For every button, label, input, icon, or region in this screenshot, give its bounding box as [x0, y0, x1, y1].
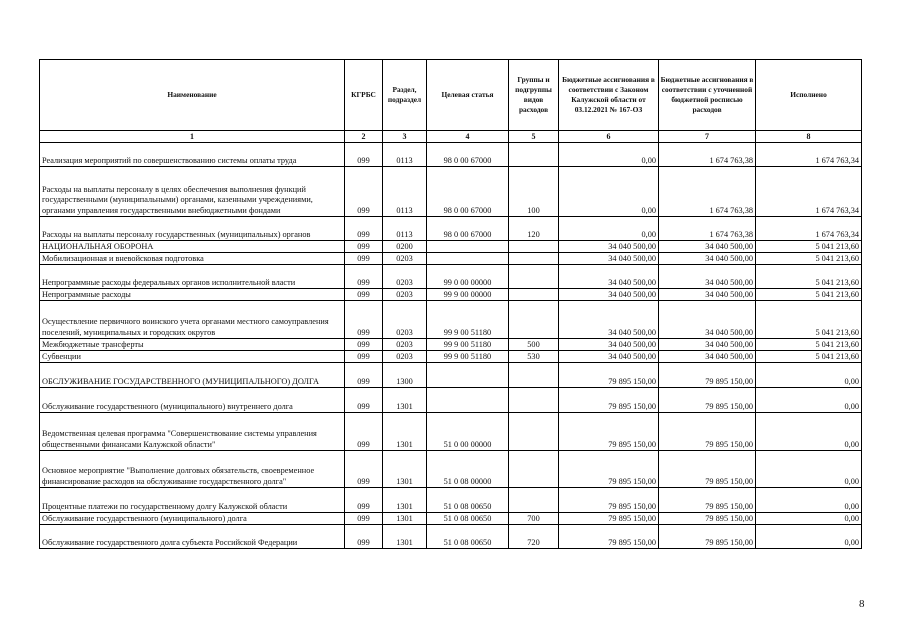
col-number: 4 — [427, 131, 509, 143]
cell-group — [509, 413, 559, 451]
cell-group: 500 — [509, 339, 559, 351]
cell-group — [509, 265, 559, 289]
cell-assign-updated: 79 895 150,00 — [659, 513, 756, 525]
header-kgrbs: КГРБС — [345, 60, 383, 131]
cell-group — [509, 253, 559, 265]
cell-executed: 0,00 — [756, 513, 862, 525]
cell-kgrbs: 099 — [345, 301, 383, 339]
table-row — [40, 167, 862, 217]
cell-name: Непрограммные расходы — [40, 289, 345, 301]
cell-razdel: 1301 — [383, 413, 427, 451]
cell-target: 51 0 00 00000 — [427, 413, 509, 451]
table-row — [40, 241, 862, 253]
cell-kgrbs: 099 — [345, 451, 383, 488]
cell-target: 99 9 00 51180 — [427, 351, 509, 363]
cell-assign-law: 34 040 500,00 — [559, 339, 659, 351]
cell-kgrbs: 099 — [345, 488, 383, 513]
cell-kgrbs: 099 — [345, 143, 383, 167]
table-row — [40, 488, 862, 513]
cell-name: Процентные платежи по государственному долгу Калужской области — [40, 488, 345, 513]
col-number: 6 — [559, 131, 659, 143]
cell-assign-updated: 34 040 500,00 — [659, 265, 756, 289]
cell-name: Обслуживание государственного (муниципального) внутреннего долга — [40, 388, 345, 413]
cell-target: 99 9 00 51180 — [427, 339, 509, 351]
cell-name: ОБСЛУЖИВАНИЕ ГОСУДАРСТВЕННОГО (МУНИЦИПАЛЬНОГО) ДОЛГА — [40, 363, 345, 388]
table-row — [40, 265, 862, 289]
page-number: 8 — [859, 598, 865, 610]
cell-target — [427, 388, 509, 413]
cell-razdel: 0203 — [383, 289, 427, 301]
cell-name: Межбюджетные трансферты — [40, 339, 345, 351]
table-row — [40, 525, 862, 549]
cell-assign-updated: 34 040 500,00 — [659, 351, 756, 363]
cell-assign-law: 34 040 500,00 — [559, 301, 659, 339]
cell-executed: 0,00 — [756, 413, 862, 451]
cell-assign-law: 79 895 150,00 — [559, 413, 659, 451]
cell-assign-law: 79 895 150,00 — [559, 488, 659, 513]
header-executed: Исполнено — [756, 60, 862, 131]
table-row — [40, 143, 862, 167]
cell-assign-updated: 79 895 150,00 — [659, 525, 756, 549]
header-assign-updated: Бюджетные ассигнования в соответствии с уточненной бюджетной росписью расходов — [659, 60, 756, 131]
cell-kgrbs: 099 — [345, 217, 383, 241]
cell-assign-updated: 79 895 150,00 — [659, 363, 756, 388]
cell-executed: 1 674 763,34 — [756, 143, 862, 167]
table-row — [40, 339, 862, 351]
cell-executed: 0,00 — [756, 363, 862, 388]
cell-assign-updated: 79 895 150,00 — [659, 413, 756, 451]
cell-assign-law: 0,00 — [559, 143, 659, 167]
budget-table — [39, 59, 862, 549]
cell-assign-law: 79 895 150,00 — [559, 451, 659, 488]
header-assign-law: Бюджетные ассигнования в соответствии с Законом Калужской области от 03.12.2021 № 167-ОЗ — [559, 60, 659, 131]
cell-group — [509, 241, 559, 253]
table-row — [40, 217, 862, 241]
cell-name: Основное мероприятие "Выполнение долговых обязательств, своевременное финансирование расходов на обслуживание государственного долга" — [40, 451, 345, 488]
cell-assign-updated: 34 040 500,00 — [659, 301, 756, 339]
table-row — [40, 301, 862, 339]
cell-executed: 0,00 — [756, 525, 862, 549]
cell-name: Осуществление первичного воинского учета органами местного самоуправления поселений, муниципальных и городских округов — [40, 301, 345, 339]
cell-razdel: 0113 — [383, 167, 427, 217]
cell-name: Расходы на выплаты персоналу в целях обеспечения выполнения функций государственными (муниципальными) органами, казенными учреждениями, органами управления государственными внебюджетными фондами — [40, 167, 345, 217]
cell-group: 120 — [509, 217, 559, 241]
cell-assign-updated: 34 040 500,00 — [659, 253, 756, 265]
cell-group — [509, 488, 559, 513]
cell-razdel: 0113 — [383, 143, 427, 167]
cell-target: 98 0 00 67000 — [427, 167, 509, 217]
cell-razdel: 0200 — [383, 241, 427, 253]
cell-razdel: 1300 — [383, 363, 427, 388]
cell-target: 51 0 08 00650 — [427, 513, 509, 525]
cell-razdel: 1301 — [383, 525, 427, 549]
cell-group — [509, 301, 559, 339]
cell-name: Мобилизационная и вневойсковая подготовка — [40, 253, 345, 265]
cell-assign-law: 79 895 150,00 — [559, 363, 659, 388]
cell-razdel: 0203 — [383, 351, 427, 363]
col-number: 1 — [40, 131, 345, 143]
cell-razdel: 0113 — [383, 217, 427, 241]
col-number: 2 — [345, 131, 383, 143]
cell-group — [509, 363, 559, 388]
cell-executed: 5 041 213,60 — [756, 301, 862, 339]
cell-target: 99 9 00 00000 — [427, 289, 509, 301]
cell-kgrbs: 099 — [345, 388, 383, 413]
cell-assign-updated: 1 674 763,38 — [659, 143, 756, 167]
cell-assign-law: 0,00 — [559, 167, 659, 217]
cell-kgrbs: 099 — [345, 241, 383, 253]
cell-razdel: 1301 — [383, 451, 427, 488]
cell-target — [427, 363, 509, 388]
cell-kgrbs: 099 — [345, 253, 383, 265]
col-number: 3 — [383, 131, 427, 143]
cell-assign-updated: 79 895 150,00 — [659, 451, 756, 488]
cell-name: Субвенции — [40, 351, 345, 363]
col-number: 7 — [659, 131, 756, 143]
cell-assign-updated: 1 674 763,38 — [659, 217, 756, 241]
cell-executed: 0,00 — [756, 388, 862, 413]
cell-group — [509, 451, 559, 488]
cell-target: 51 0 08 00650 — [427, 525, 509, 549]
col-number: 5 — [509, 131, 559, 143]
table-row — [40, 363, 862, 388]
cell-executed: 5 041 213,60 — [756, 289, 862, 301]
table-row — [40, 289, 862, 301]
cell-target: 51 0 08 00650 — [427, 488, 509, 513]
table-row — [40, 351, 862, 363]
cell-assign-updated: 34 040 500,00 — [659, 241, 756, 253]
cell-group — [509, 388, 559, 413]
cell-name: Обслуживание государственного долга субъекта Российской Федерации — [40, 525, 345, 549]
cell-assign-law: 79 895 150,00 — [559, 513, 659, 525]
cell-assign-law: 34 040 500,00 — [559, 253, 659, 265]
cell-executed: 5 041 213,60 — [756, 351, 862, 363]
cell-razdel: 1301 — [383, 388, 427, 413]
cell-assign-law: 34 040 500,00 — [559, 241, 659, 253]
cell-group: 530 — [509, 351, 559, 363]
cell-razdel: 1301 — [383, 513, 427, 525]
cell-kgrbs: 099 — [345, 289, 383, 301]
cell-assign-law: 79 895 150,00 — [559, 525, 659, 549]
cell-group — [509, 289, 559, 301]
cell-group: 700 — [509, 513, 559, 525]
cell-executed: 1 674 763,34 — [756, 217, 862, 241]
cell-target: 98 0 00 67000 — [427, 217, 509, 241]
cell-razdel: 0203 — [383, 253, 427, 265]
cell-group: 720 — [509, 525, 559, 549]
cell-assign-law: 0,00 — [559, 217, 659, 241]
cell-name: Ведомственная целевая программа "Совершенствование системы управления общественными финансами Калужской области" — [40, 413, 345, 451]
cell-kgrbs: 099 — [345, 525, 383, 549]
header-group: Группы и подгруппы видов расходов — [509, 60, 559, 131]
cell-name: Реализация мероприятий по совершенствованию системы оплаты труда — [40, 143, 345, 167]
cell-executed: 5 041 213,60 — [756, 241, 862, 253]
cell-assign-law: 34 040 500,00 — [559, 351, 659, 363]
cell-razdel: 0203 — [383, 339, 427, 351]
column-number-row — [40, 131, 862, 143]
table-row — [40, 451, 862, 488]
cell-executed: 1 674 763,34 — [756, 167, 862, 217]
cell-executed: 0,00 — [756, 488, 862, 513]
cell-razdel: 0203 — [383, 301, 427, 339]
cell-target: 99 9 00 51180 — [427, 301, 509, 339]
cell-kgrbs: 099 — [345, 413, 383, 451]
cell-executed: 5 041 213,60 — [756, 339, 862, 351]
cell-assign-updated: 34 040 500,00 — [659, 339, 756, 351]
cell-name: Непрограммные расходы федеральных органов исполнительной власти — [40, 265, 345, 289]
cell-kgrbs: 099 — [345, 167, 383, 217]
cell-kgrbs: 099 — [345, 513, 383, 525]
cell-target: 98 0 00 67000 — [427, 143, 509, 167]
cell-assign-law: 79 895 150,00 — [559, 388, 659, 413]
cell-kgrbs: 099 — [345, 363, 383, 388]
table-row — [40, 253, 862, 265]
cell-kgrbs: 099 — [345, 265, 383, 289]
table-row — [40, 513, 862, 525]
cell-group — [509, 143, 559, 167]
cell-group: 100 — [509, 167, 559, 217]
cell-kgrbs: 099 — [345, 339, 383, 351]
cell-name: НАЦИОНАЛЬНАЯ ОБОРОНА — [40, 241, 345, 253]
cell-target: 51 0 08 00000 — [427, 451, 509, 488]
cell-name: Расходы на выплаты персоналу государственных (муниципальных) органов — [40, 217, 345, 241]
cell-assign-updated: 79 895 150,00 — [659, 388, 756, 413]
cell-assign-law: 34 040 500,00 — [559, 265, 659, 289]
cell-assign-law: 34 040 500,00 — [559, 289, 659, 301]
cell-assign-updated: 1 674 763,38 — [659, 167, 756, 217]
cell-target — [427, 253, 509, 265]
cell-target: 99 0 00 00000 — [427, 265, 509, 289]
header-row — [40, 60, 862, 131]
col-number: 8 — [756, 131, 862, 143]
cell-executed: 5 041 213,60 — [756, 253, 862, 265]
cell-assign-updated: 34 040 500,00 — [659, 289, 756, 301]
cell-razdel: 0203 — [383, 265, 427, 289]
cell-executed: 5 041 213,60 — [756, 265, 862, 289]
cell-executed: 0,00 — [756, 451, 862, 488]
header-name: Наименование — [40, 60, 345, 131]
cell-kgrbs: 099 — [345, 351, 383, 363]
cell-assign-updated: 79 895 150,00 — [659, 488, 756, 513]
cell-name: Обслуживание государственного (муниципального) долга — [40, 513, 345, 525]
header-target: Целевая статья — [427, 60, 509, 131]
table-row — [40, 413, 862, 451]
cell-razdel: 1301 — [383, 488, 427, 513]
table-row — [40, 388, 862, 413]
header-razdel: Раздел, подраздел — [383, 60, 427, 131]
cell-target — [427, 241, 509, 253]
